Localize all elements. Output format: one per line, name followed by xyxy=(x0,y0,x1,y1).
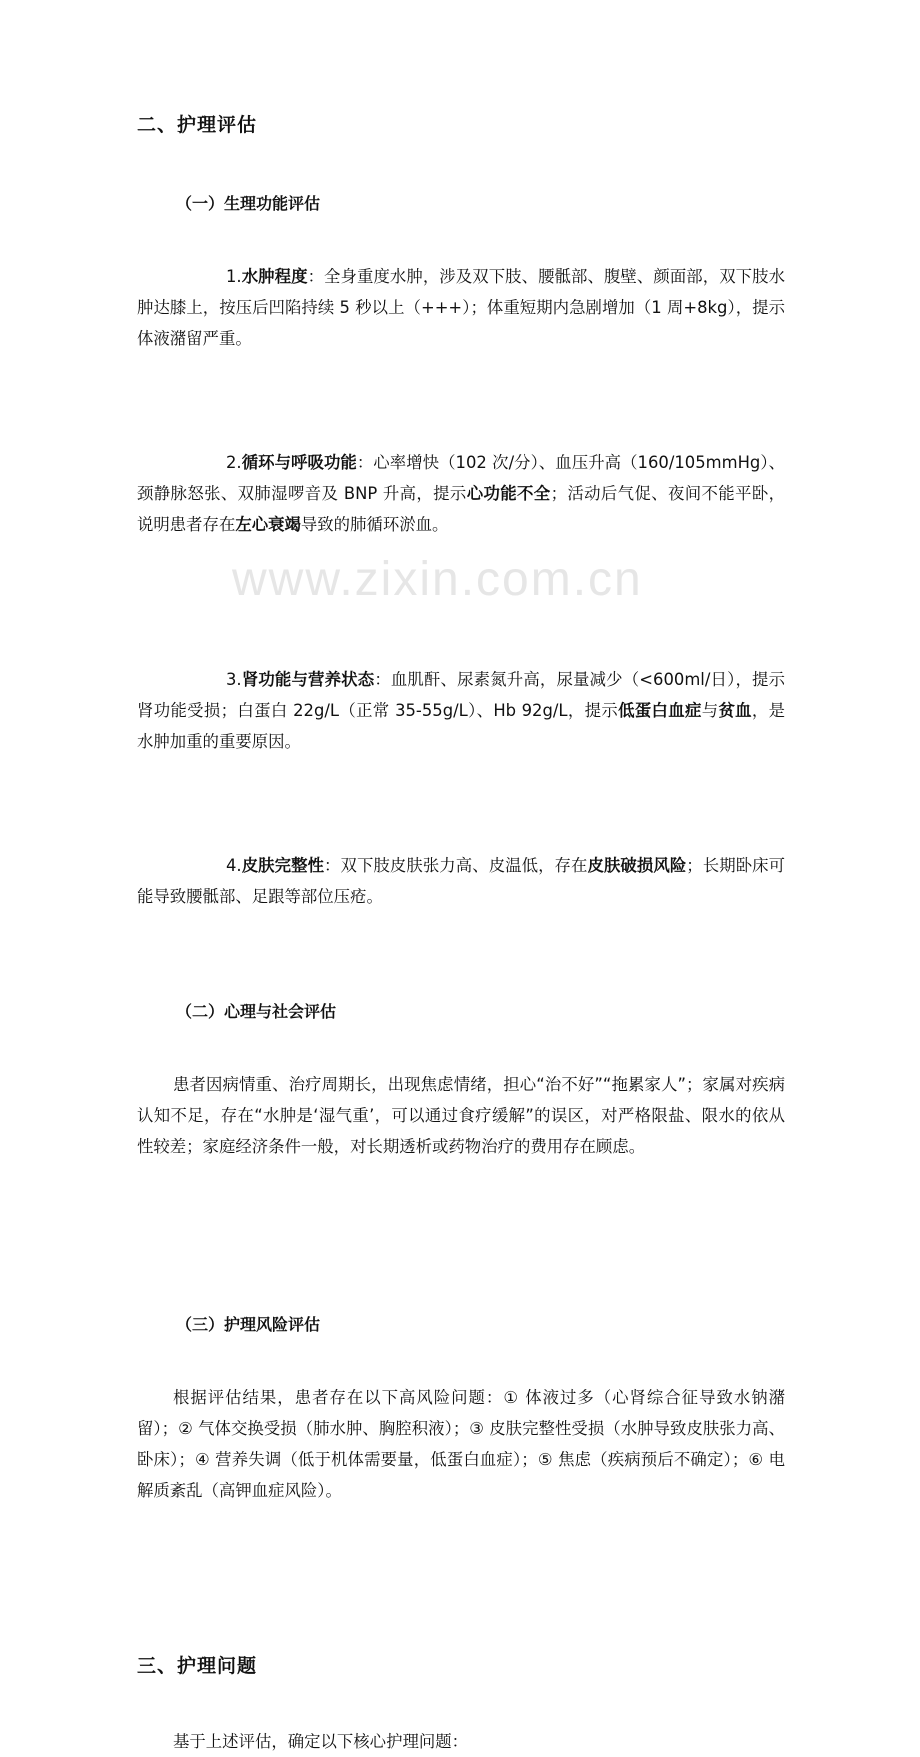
item-text: ；活动后气促、夜间不能平卧，说明患者存在 xyxy=(137,484,786,534)
section-heading-assessment: 二、护理评估 xyxy=(137,114,258,136)
item-edema xyxy=(137,261,785,354)
item-text: ：双下肢皮肤张力高、皮温低，存在 xyxy=(324,856,588,875)
problems-intro: 基于上述评估，确定以下核心护理问题： xyxy=(173,1732,469,1751)
item-text: ：心率增快（102 次/分）、血压升高（160/105mmHg）、颈静脉怒张、双肺湿啰音及 BNP 升高，提示 xyxy=(137,453,786,503)
subsection-heading-risk: （三）护理风险评估 xyxy=(176,1315,321,1334)
section-heading-problems: 三、护理问题 xyxy=(137,1655,258,1677)
emphasis-text: 心功能不全 xyxy=(466,484,551,503)
item-renal-nutrition xyxy=(137,664,785,757)
item-label: 肾功能与营养状态 xyxy=(241,670,375,689)
emphasis-text: 低蛋白血症 xyxy=(618,701,702,720)
item-number: 2. xyxy=(226,453,242,472)
emphasis-text: 贫血 xyxy=(718,701,752,720)
item-text: ：血肌酐、尿素氮升高，尿量减少（<600ml/日），提示肾功能受损；白蛋白 22g/L（正常 35-55g/L）、Hb 92g/L，提示 xyxy=(137,670,785,720)
item-label: 皮肤完整性 xyxy=(241,856,325,875)
item-text: ；长期卧床可能导致腰骶部、足跟等部位压疮。 xyxy=(137,856,786,906)
item-skin-integrity xyxy=(137,850,785,912)
emphasis-text: 左心衰竭 xyxy=(235,515,301,534)
watermark: www.zixin.com.cn xyxy=(232,553,643,606)
item-number: 3. xyxy=(226,670,242,689)
subsection-heading-physiological: （一）生理功能评估 xyxy=(176,194,321,213)
item-text: ，是水肿加重的重要原因。 xyxy=(137,701,786,751)
item-number: 1. xyxy=(226,267,242,286)
item-circulation-respiration xyxy=(137,447,785,540)
item-text: 与 xyxy=(701,701,719,720)
item-label: 水肿程度 xyxy=(241,267,308,286)
item-text: 导致的肺循环淤血。 xyxy=(300,515,449,534)
item-number: 4. xyxy=(226,856,242,875)
item-label: 循环与呼吸功能 xyxy=(241,453,357,472)
psychosocial-paragraph: 患者因病情重、治疗周期长，出现焦虑情绪，担心“治不好”“拖累家人”；家属对疾病认知不足，存在“水肿是‘湿气重’，可以通过食疗缓解”的误区，对严格限盐、限水的依从性较差；家庭经济条件一般，对长期透析或药物治疗的费用存在顾虑。 xyxy=(137,1075,785,1156)
subsection-heading-psychosocial: （二）心理与社会评估 xyxy=(176,1002,337,1021)
emphasis-text: 皮肤破损风险 xyxy=(587,856,687,875)
item-text: ：全身重度水肿，涉及双下肢、腰骶部、腹壁、颜面部，双下肢水肿达膝上，按压后凹陷持续 5 秒以上（+++）；体重短期内急剧增加（1 周+8kg），提示体液潴留严重。 xyxy=(137,267,785,348)
risk-paragraph: 根据评估结果，患者存在以下高风险问题：① 体液过多（心肾综合征导致水钠潴留）；② 气体交换受损（肺水肿、胸腔积液）；③ 皮肤完整性受损（水肿导致皮肤张力高、卧床）；④ 营养失调（低于机体需要量，低蛋白血症）；⑤ 焦虑（疾病预后不确定）；⑥ 电解质紊乱（高钾血症风险）。 xyxy=(137,1388,785,1500)
